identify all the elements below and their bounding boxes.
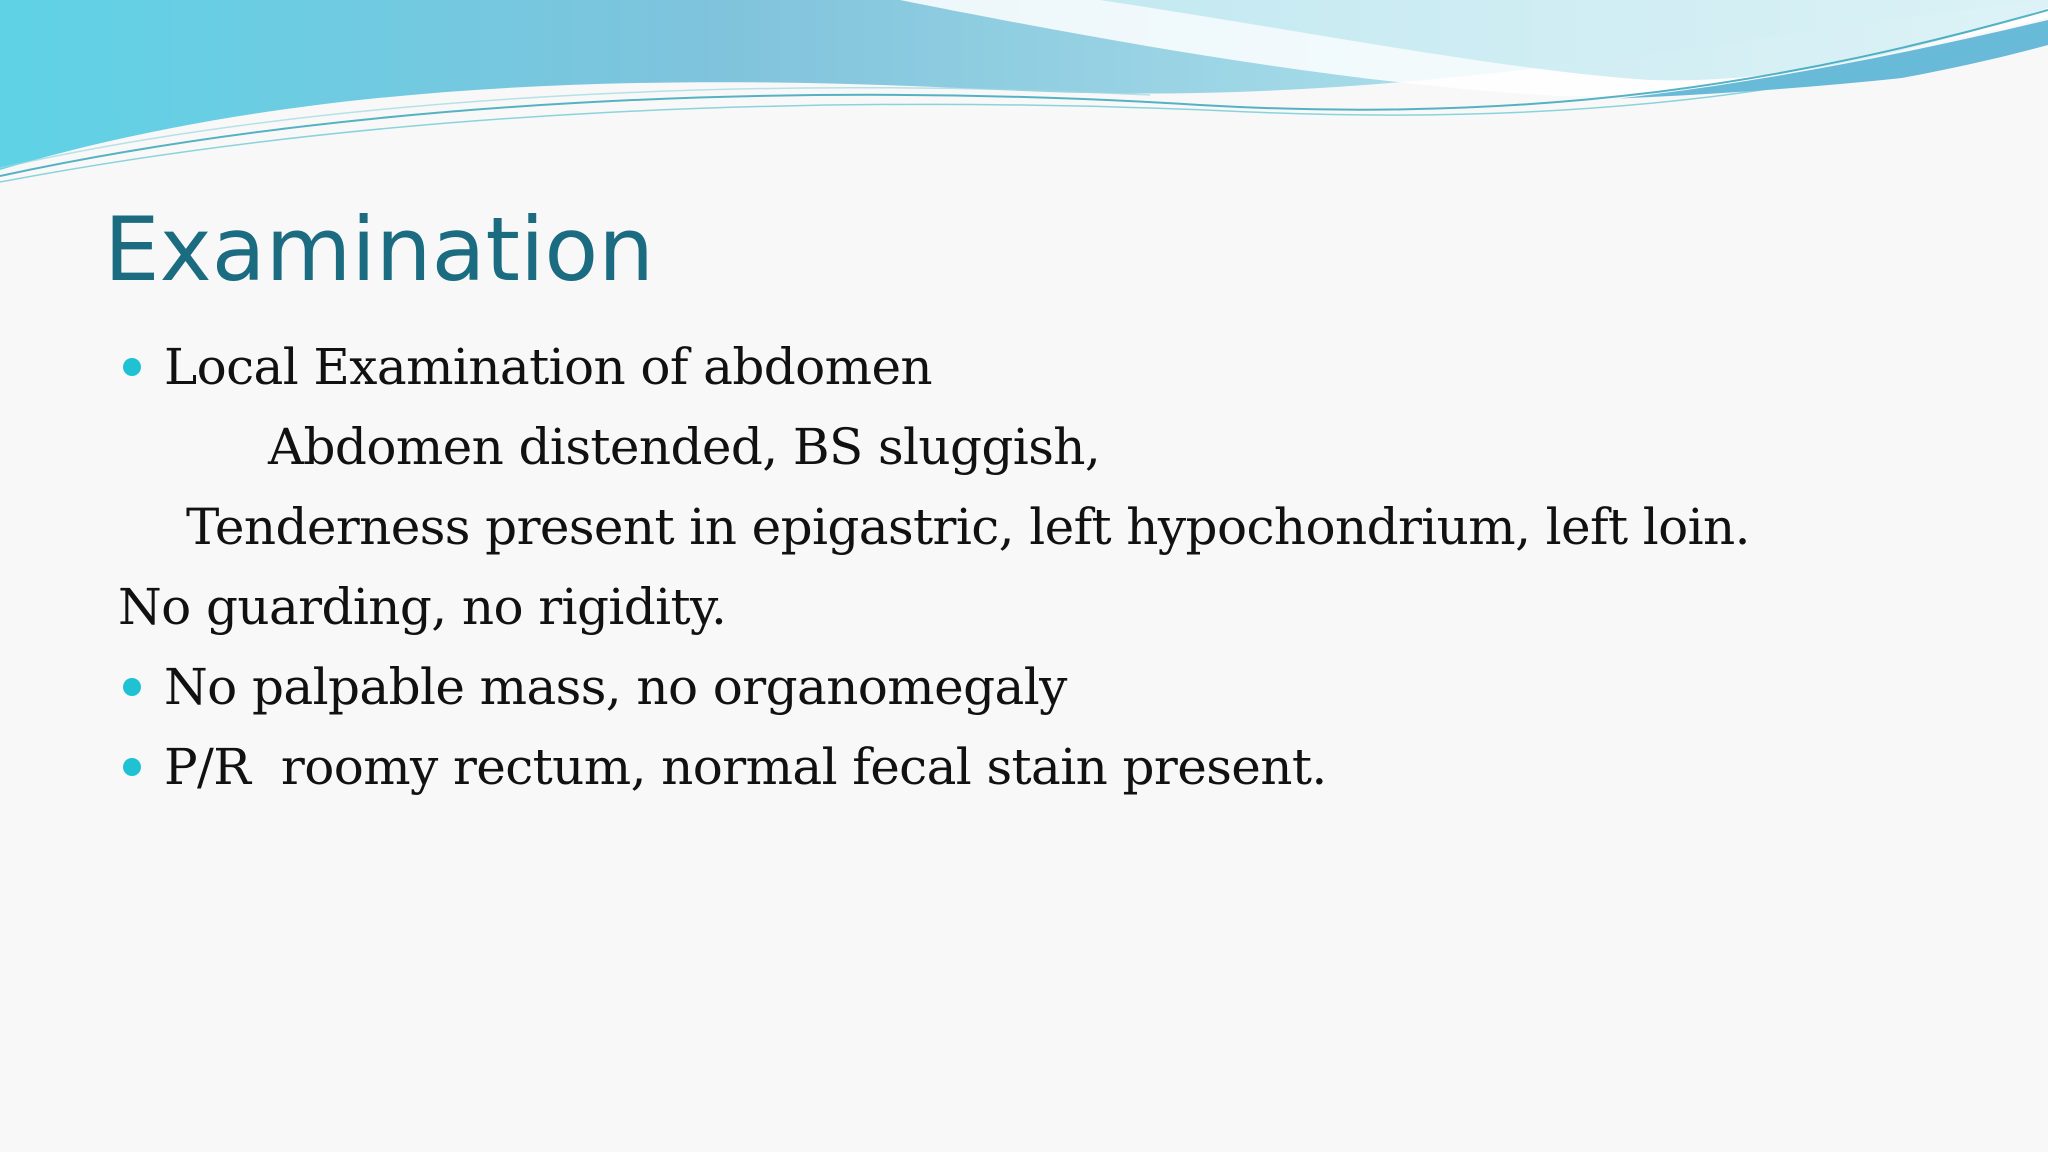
slide-title: Examination xyxy=(104,198,655,301)
content-line-3: Tenderness present in epigastric, left hypochondrium, left loin. xyxy=(186,498,1750,556)
bullet-dot-1 xyxy=(123,358,141,376)
bullet-dot-2 xyxy=(123,678,141,696)
bullet-dot-3 xyxy=(123,758,141,776)
content-line-5: No palpable mass, no organomegaly xyxy=(164,658,1067,716)
content-line-2: Abdomen distended, BS sluggish, xyxy=(268,418,1101,476)
content-line-4: No guarding, no rigidity. xyxy=(118,578,727,636)
content-line-6: P/R roomy rectum, normal fecal stain present. xyxy=(164,738,1327,796)
header-wave-decoration xyxy=(0,0,2048,190)
content-line-1: Local Examination of abdomen xyxy=(164,338,933,396)
